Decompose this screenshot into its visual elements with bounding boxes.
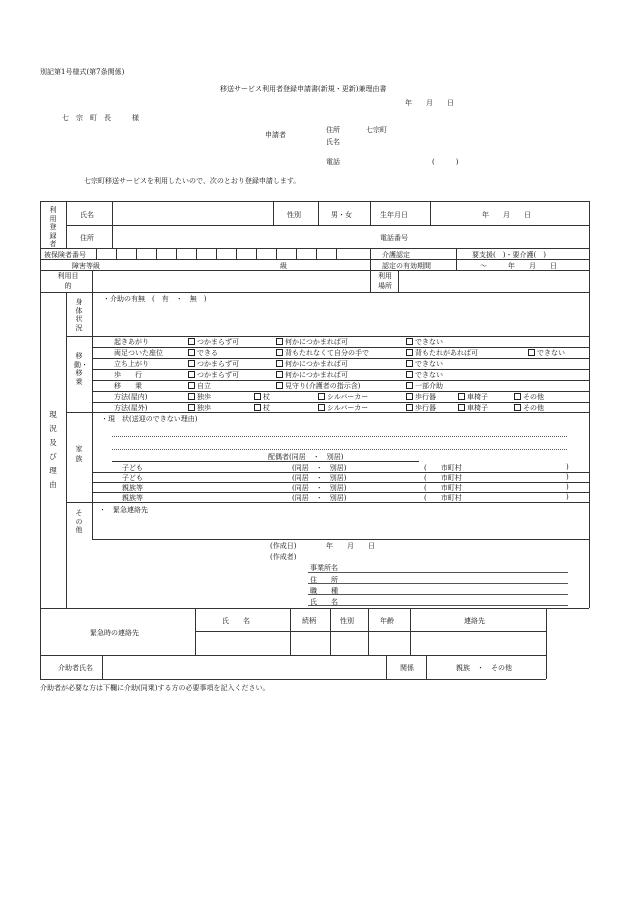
mobility-option-checkbox[interactable] <box>528 348 565 358</box>
checkbox-label: 杖 <box>263 393 270 401</box>
underline <box>308 605 568 606</box>
checkbox-label: その他 <box>523 393 544 401</box>
checkbox-icon[interactable] <box>406 371 413 378</box>
table-line <box>296 248 297 259</box>
applicant-phone-label: 電話 <box>326 158 340 166</box>
status-group-label: 現況及び理由 <box>49 410 57 489</box>
creator-label: (作成者) <box>270 553 297 561</box>
gender-label: 性別 <box>287 211 301 219</box>
checkbox-icon[interactable] <box>406 393 413 400</box>
table-line <box>66 225 589 226</box>
mobility-item-label: 方法(屋外) <box>114 404 148 412</box>
checkbox-icon[interactable] <box>406 349 413 356</box>
table-line <box>40 292 589 293</box>
family-relation: 子ども <box>122 474 143 482</box>
table-line <box>430 201 431 225</box>
checkbox-label: 何かにつかまれば可 <box>285 360 348 368</box>
checkbox-label: 独歩 <box>197 393 211 401</box>
care-certification-label: 介護認定 <box>382 251 410 259</box>
dotted-line <box>112 436 567 437</box>
checkbox-icon[interactable] <box>318 393 325 400</box>
checkbox-icon[interactable] <box>188 360 195 367</box>
table-line <box>66 292 67 608</box>
family-city: ( 市町村 <box>424 484 462 492</box>
checkbox-icon[interactable] <box>188 371 195 378</box>
spouse-line[interactable]: 配偶者(同居 ・ 別居) <box>268 453 344 461</box>
address-field[interactable] <box>119 228 359 244</box>
footer-note: 介助者が必要な方は下欄に介助(同乗)する方の必要事項を記入ください。 <box>40 684 270 692</box>
creator-job-label: 職 種 <box>310 587 338 595</box>
emergency-header-age: 年齢 <box>380 617 394 625</box>
checkbox-label: できない <box>537 349 565 357</box>
mobility-option-checkbox[interactable] <box>406 359 443 369</box>
mobility-option-checkbox[interactable] <box>458 403 488 413</box>
table-line <box>410 608 411 655</box>
mobility-option-checkbox[interactable] <box>188 359 239 369</box>
mobility-option-checkbox[interactable] <box>188 370 239 380</box>
table-line <box>316 248 317 259</box>
table-line <box>589 201 590 608</box>
table-line <box>426 655 427 679</box>
checkbox-icon[interactable] <box>188 382 195 389</box>
table-line <box>386 655 387 679</box>
table-line <box>40 608 41 679</box>
mobility-item-label: 移 乗 <box>114 382 142 390</box>
mobility-option-checkbox[interactable] <box>188 403 211 413</box>
mobility-option-checkbox[interactable] <box>188 381 211 391</box>
purpose-label: 利用目的 <box>57 272 79 290</box>
table-line <box>370 201 371 225</box>
family-status-line: ・現 状(送迎のできない理由) <box>101 415 198 423</box>
checkbox-icon[interactable] <box>188 338 195 345</box>
helper-relation-options[interactable]: 親族 ・ その他 <box>456 664 512 672</box>
certification-period-value[interactable]: 〜 年 月 日 <box>480 262 557 270</box>
office-name-label: 事業所名 <box>310 564 338 572</box>
checkbox-label: 杖 <box>263 404 270 412</box>
address-label: 住所 <box>80 234 94 242</box>
underline <box>308 594 568 595</box>
emergency-header-relation: 続柄 <box>302 617 316 625</box>
phone-label: 電話番号 <box>380 234 408 242</box>
checkbox-label: 見守り(介護者の指示含) <box>285 382 361 390</box>
mobility-option-checkbox[interactable] <box>406 370 443 380</box>
family-living-status[interactable]: (同居 ・ 別居) <box>292 484 347 492</box>
family-paren-close: ) <box>566 463 569 471</box>
table-line <box>112 461 419 462</box>
checkbox-icon[interactable] <box>276 382 283 389</box>
checkbox-label: シルバーカー <box>327 393 369 401</box>
mobility-option-checkbox[interactable] <box>406 381 443 391</box>
dotted-line <box>112 449 567 450</box>
checkbox-icon[interactable] <box>406 338 413 345</box>
mobility-option-checkbox[interactable] <box>276 381 360 391</box>
mobility-item-label: 方法(屋内) <box>114 393 148 401</box>
table-line <box>256 248 257 259</box>
table-line <box>176 248 177 259</box>
created-date-value[interactable]: 年 月 日 <box>326 542 375 550</box>
applicant-label: 申請者 <box>265 131 286 139</box>
applicant-address-value[interactable]: 七宗町 <box>366 126 387 134</box>
table-line <box>236 248 237 259</box>
underline <box>308 572 568 573</box>
checkbox-label: つかまらず可 <box>197 338 239 346</box>
mobility-option-checkbox[interactable] <box>276 359 348 369</box>
mobility-option-checkbox[interactable] <box>276 348 369 358</box>
name-field[interactable] <box>119 206 269 222</box>
application-statement: 七宗町移送サービスを利用したいので、次のとおり登録申請します。 <box>84 177 301 185</box>
checkbox-label: 一部介助 <box>415 382 443 390</box>
place-label: 利用場所 <box>378 272 392 290</box>
table-line <box>92 292 93 539</box>
table-line <box>40 248 589 249</box>
checkbox-label: 自立 <box>197 382 211 390</box>
mobility-label: 移動・移乗 <box>74 352 88 386</box>
table-line <box>92 539 589 540</box>
checkbox-label: できない <box>415 360 443 368</box>
table-line <box>398 270 399 292</box>
applicant-name-label: 氏名 <box>326 138 340 146</box>
checkbox-label: 車椅子 <box>467 404 488 412</box>
table-line <box>290 608 291 655</box>
mobility-option-checkbox[interactable] <box>514 403 544 413</box>
table-line <box>40 655 546 656</box>
family-living-status[interactable]: (同居 ・ 別居) <box>292 474 347 482</box>
family-paren-close: ) <box>566 483 569 491</box>
family-relation: 親族等 <box>122 494 143 502</box>
mobility-item-label: 両足ついた座位 <box>114 349 163 357</box>
mobility-option-checkbox[interactable] <box>254 392 270 402</box>
mobility-option-checkbox[interactable] <box>406 403 436 413</box>
checkbox-label: シルバーカー <box>327 404 369 412</box>
family-label: 家族 <box>75 445 83 463</box>
checkbox-icon[interactable] <box>276 360 283 367</box>
checkbox-icon[interactable] <box>188 404 195 411</box>
checkbox-icon[interactable] <box>318 404 325 411</box>
helper-relation-label: 関係 <box>400 664 414 672</box>
helper-name-label: 介助者氏名 <box>58 664 93 672</box>
addressee: 七 宗 町 長 様 <box>62 114 139 122</box>
table-line <box>92 270 93 292</box>
checkbox-icon[interactable] <box>276 338 283 345</box>
mobility-option-checkbox[interactable] <box>254 403 270 413</box>
birthdate-value[interactable]: 年 月 日 <box>482 211 531 219</box>
checkbox-icon[interactable] <box>406 382 413 389</box>
checkbox-icon[interactable] <box>188 393 195 400</box>
checkbox-icon[interactable] <box>254 404 261 411</box>
table-line <box>96 248 97 259</box>
applicant-phone-paren[interactable]: ( ) <box>432 158 459 166</box>
name-label: 氏名 <box>80 211 94 219</box>
form-number: 別記第1号様式(第7条関係) <box>40 68 125 76</box>
mobility-option-checkbox[interactable] <box>406 392 436 402</box>
emergency-contact-line: ・ 緊急連絡先 <box>99 506 148 514</box>
birthdate-label: 生年月日 <box>380 211 408 219</box>
family-living-status[interactable]: (同居 ・ 別居) <box>292 494 347 502</box>
family-city: ( 市町村 <box>424 474 462 482</box>
form-title: 移送サービス利用者登録申請書(新規・更新)兼理由書 <box>220 85 387 93</box>
table-line <box>276 248 277 259</box>
application-date: 年 月 日 <box>405 99 454 107</box>
mobility-item-label: 歩 行 <box>114 371 142 379</box>
family-living-status[interactable]: (同居 ・ 別居) <box>292 464 347 472</box>
mobility-item-label: 立ち上がり <box>114 360 149 368</box>
grade-suffix: 級 <box>280 262 287 270</box>
checkbox-label: 歩行器 <box>415 393 436 401</box>
checkbox-label: 何かにつかまれば可 <box>285 371 348 379</box>
checkbox-icon[interactable] <box>188 349 195 356</box>
table-line <box>40 608 589 609</box>
mobility-item-label: 起きあがり <box>114 338 149 346</box>
checkbox-icon[interactable] <box>514 404 521 411</box>
mobility-option-checkbox[interactable] <box>318 403 368 413</box>
table-line <box>40 201 41 608</box>
assistance-line[interactable]: ・介助の有無 ( 有 ・ 無 ) <box>103 295 207 303</box>
family-relation: 親族等 <box>122 484 143 492</box>
gender-options[interactable]: 男・女 <box>331 211 352 219</box>
checkbox-label: 何かにつかまれば可 <box>285 338 348 346</box>
other-label: その他 <box>75 509 83 534</box>
checkbox-label: できる <box>197 349 218 357</box>
insured-number-label: 被保険者番号 <box>44 251 86 259</box>
family-paren-close: ) <box>566 473 569 481</box>
user-group-label: 利用登録者 <box>49 206 57 248</box>
mobility-option-checkbox[interactable] <box>188 337 239 347</box>
emergency-header-name: 氏 名 <box>222 617 250 625</box>
checkbox-label: 独歩 <box>197 404 211 412</box>
checkbox-icon[interactable] <box>406 404 413 411</box>
table-line <box>336 248 337 259</box>
checkbox-label: つかまらず可 <box>197 360 239 368</box>
applicant-address-label: 住所 <box>326 126 340 134</box>
table-line <box>273 201 274 225</box>
family-city: ( 市町村 <box>424 464 462 472</box>
table-line <box>112 201 113 248</box>
checkbox-label: その他 <box>523 404 544 412</box>
emergency-header-gender: 性別 <box>340 617 354 625</box>
mobility-option-checkbox[interactable] <box>458 392 488 402</box>
checkbox-label: 歩行器 <box>415 404 436 412</box>
creator-name-label: 氏 名 <box>310 598 338 606</box>
checkbox-label: できない <box>415 338 443 346</box>
checkbox-icon[interactable] <box>406 360 413 367</box>
underline <box>308 583 568 584</box>
creator-address-label: 住 所 <box>310 576 338 584</box>
family-paren-close: ) <box>566 493 569 501</box>
checkbox-label: つかまらず可 <box>197 371 239 379</box>
mobility-option-checkbox[interactable] <box>276 370 348 380</box>
checkbox-icon[interactable] <box>458 393 465 400</box>
created-date-label: (作成日) <box>270 542 297 550</box>
table-line <box>40 201 589 202</box>
checkbox-icon[interactable] <box>276 371 283 378</box>
mobility-option-checkbox[interactable] <box>276 337 348 347</box>
family-relation: 子ども <box>122 464 143 472</box>
table-line <box>66 201 67 248</box>
mobility-option-checkbox[interactable] <box>318 392 368 402</box>
table-line <box>456 248 457 270</box>
table-line <box>40 679 546 680</box>
care-level-options[interactable]: 要支援( )・要介護( ) <box>472 251 546 259</box>
table-line <box>370 248 371 292</box>
checkbox-label: できない <box>415 371 443 379</box>
emergency-label: 緊急時の連絡先 <box>90 629 139 637</box>
checkbox-label: 背もたれがあれば可 <box>415 349 478 357</box>
certification-period-label: 認定の有効期間 <box>382 262 431 270</box>
mobility-option-checkbox[interactable] <box>188 392 211 402</box>
checkbox-icon[interactable] <box>514 393 521 400</box>
table-line <box>195 631 546 632</box>
table-line <box>318 201 319 225</box>
checkbox-label: 背もたれなくて自分の手で <box>285 349 369 357</box>
table-line <box>136 248 137 259</box>
mobility-option-checkbox[interactable] <box>188 348 218 358</box>
emergency-header-contact: 連絡先 <box>464 617 485 625</box>
table-line <box>196 248 197 259</box>
table-line <box>330 608 331 655</box>
table-line <box>546 608 547 679</box>
table-line <box>216 248 217 259</box>
disability-grade-label: 障害等級 <box>72 262 100 270</box>
table-line <box>368 608 369 655</box>
table-line <box>195 608 196 655</box>
body-condition-label: 身体状況 <box>75 298 83 332</box>
mobility-option-checkbox[interactable] <box>514 392 544 402</box>
table-line <box>102 655 103 679</box>
mobility-option-checkbox[interactable] <box>406 348 478 358</box>
mobility-option-checkbox[interactable] <box>406 337 443 347</box>
checkbox-icon[interactable] <box>254 393 261 400</box>
family-city: ( 市町村 <box>424 494 462 502</box>
checkbox-icon[interactable] <box>528 349 535 356</box>
checkbox-label: 車椅子 <box>467 393 488 401</box>
checkbox-icon[interactable] <box>458 404 465 411</box>
table-line <box>116 248 117 259</box>
checkbox-icon[interactable] <box>276 349 283 356</box>
table-line <box>156 248 157 259</box>
